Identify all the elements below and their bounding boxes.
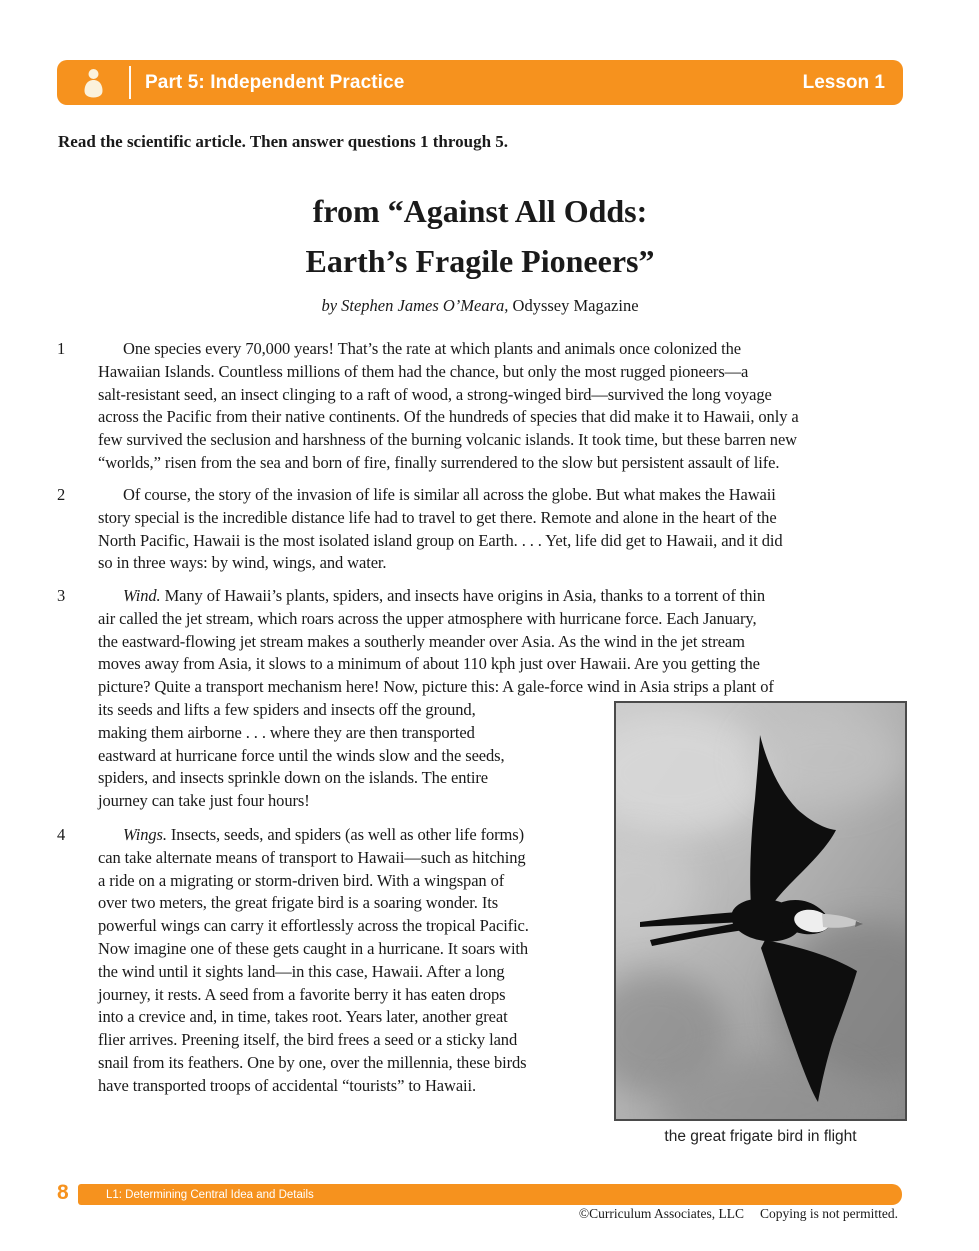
- text-line: moves away from Asia, it slows to a minimum of about 110 kph just over Hawaii. Are you getting the: [98, 654, 760, 674]
- header-part-title: Part 5: Independent Practice: [145, 71, 405, 93]
- text-line: making them airborne . . . where they are then transported: [98, 722, 475, 742]
- header-lesson-label: Lesson 1: [802, 71, 885, 93]
- text-line: can take alternate means of transport to Hawaii—such as hitching: [98, 847, 526, 867]
- text-line: air called the jet stream, which roars across the upper atmosphere with hurricane force. Each January,: [98, 608, 757, 628]
- paragraph-number: 1: [57, 339, 66, 358]
- text-line: Of course, the story of the invasion of life is similar all across the globe. But what makes the Hawaii: [123, 485, 776, 504]
- paragraph-number: 3: [57, 586, 66, 605]
- article-title-line2: Earth’s Fragile Pioneers”: [305, 243, 655, 279]
- copyright-holder: ©Curriculum Associates, LLC: [578, 1206, 744, 1221]
- text-line: the wind until it sights land—in this case, Hawaii. After a long: [98, 961, 505, 981]
- person-icon: [57, 67, 129, 98]
- article-title-block: [57, 186, 903, 316]
- text-line: flier arrives. Preening itself, the bird frees a seed or a sticky land: [98, 1030, 518, 1050]
- text-line: Wind. Many of Hawaii’s plants, spiders, and insects have origins in Asia, thanks to a torrent of thin: [123, 586, 766, 605]
- text-line: picture? Quite a transport mechanism here! Now, picture this: A gale-force wind in Asia strips a plant of: [98, 677, 774, 697]
- text-line: have transported troops of accidental “tourists” to Hawaii.: [98, 1075, 477, 1095]
- text-line: into a crevice and, in time, takes root. Years later, another great: [98, 1007, 508, 1027]
- text-line: salt-resistant seed, an insect clinging to a raft of wood, a strong-winged bird—survived the long voyage: [98, 384, 772, 404]
- text-line: eastward at hurricane force until the winds slow and the seeds,: [98, 745, 505, 765]
- text-line: “worlds,” risen from the sea and born of fire, finally surrendered to the slow but persistent assault of life.: [98, 452, 780, 472]
- paragraph-body: [98, 338, 907, 475]
- paragraph-1: [57, 338, 907, 475]
- article-byline: [57, 296, 903, 316]
- footer-lesson-ref: L1: Determining Central Idea and Details: [106, 1188, 314, 1201]
- text-line: the eastward-flowing jet stream makes a southerly meander over Asia. As the wind in the jet stream: [98, 631, 745, 651]
- paragraph-body: [98, 484, 907, 575]
- paragraph-number: 2: [57, 485, 66, 504]
- article-title-line1: from “Against All Odds:: [312, 193, 648, 229]
- text-line: its seeds and lifts a few spiders and insects off the ground,: [98, 699, 476, 719]
- byline-source: Odyssey Magazine: [508, 296, 639, 315]
- text-line: so in three ways: by wind, wings, and water.: [98, 553, 387, 573]
- text-line: few survived the seclusion and harshness of the burning volcanic islands. It took time, but these barren new: [98, 430, 797, 450]
- text-line: Now imagine one of these gets caught in a hurricane. It soars with: [98, 938, 529, 958]
- header-bar: [57, 60, 903, 105]
- text-line: journey can take just four hours!: [98, 791, 310, 811]
- lead-word-italic: Wind.: [123, 586, 165, 605]
- copyright-permission: Copying is not permitted.: [760, 1206, 898, 1221]
- frigate-bird-photo: [614, 701, 907, 1121]
- text-line: Hawaiian Islands. Countless millions of them had the chance, but only the most rugged pioneers—a: [98, 361, 749, 381]
- header-divider: [129, 66, 131, 99]
- text-line: Wings. Insects, seeds, and spiders (as well as other life forms): [123, 825, 524, 844]
- footer-bar: [78, 1184, 902, 1205]
- paragraph-number: 4: [57, 825, 66, 844]
- text-line: powerful wings can carry it effortlessly across the tropical Pacific.: [98, 916, 529, 936]
- paragraph-2: [57, 484, 907, 575]
- text-line: One species every 70,000 years! That’s the rate at which plants and animals once colonized the: [123, 339, 741, 358]
- page-number: 8: [57, 1181, 69, 1204]
- figure-caption: the great frigate bird in flight: [664, 1128, 857, 1145]
- lead-word-italic: Wings.: [123, 825, 171, 844]
- text-line: across the Pacific from their native continents. Of the hundreds of species that did make it to Hawaii, only a: [98, 407, 799, 427]
- byline-author: by Stephen James O’Meara,: [321, 296, 509, 315]
- text-line: story special is the incredible distance life had to travel to get there. Remote and alone in the heart of the: [98, 507, 777, 527]
- copyright-notice: [579, 1206, 898, 1222]
- text-line: spiders, and insects sprinkle down on the islands. The entire: [98, 768, 488, 788]
- text-line: snail from its feathers. One by one, over the millennia, these birds: [98, 1052, 527, 1072]
- text-line: North Pacific, Hawaii is the most isolated island group on Earth. . . . Yet, life did get to Hawaii, and it did: [98, 530, 783, 550]
- text-line: journey, it rests. A seed from a favorite berry it has eaten drops: [98, 984, 506, 1004]
- text-line: a ride on a migrating or storm-driven bird. With a wingspan of: [98, 870, 505, 890]
- text-line: over two meters, the great frigate bird is a soaring wonder. Its: [98, 893, 499, 913]
- instruction-text: Read the scientific article. Then answer questions 1 through 5.: [58, 132, 509, 151]
